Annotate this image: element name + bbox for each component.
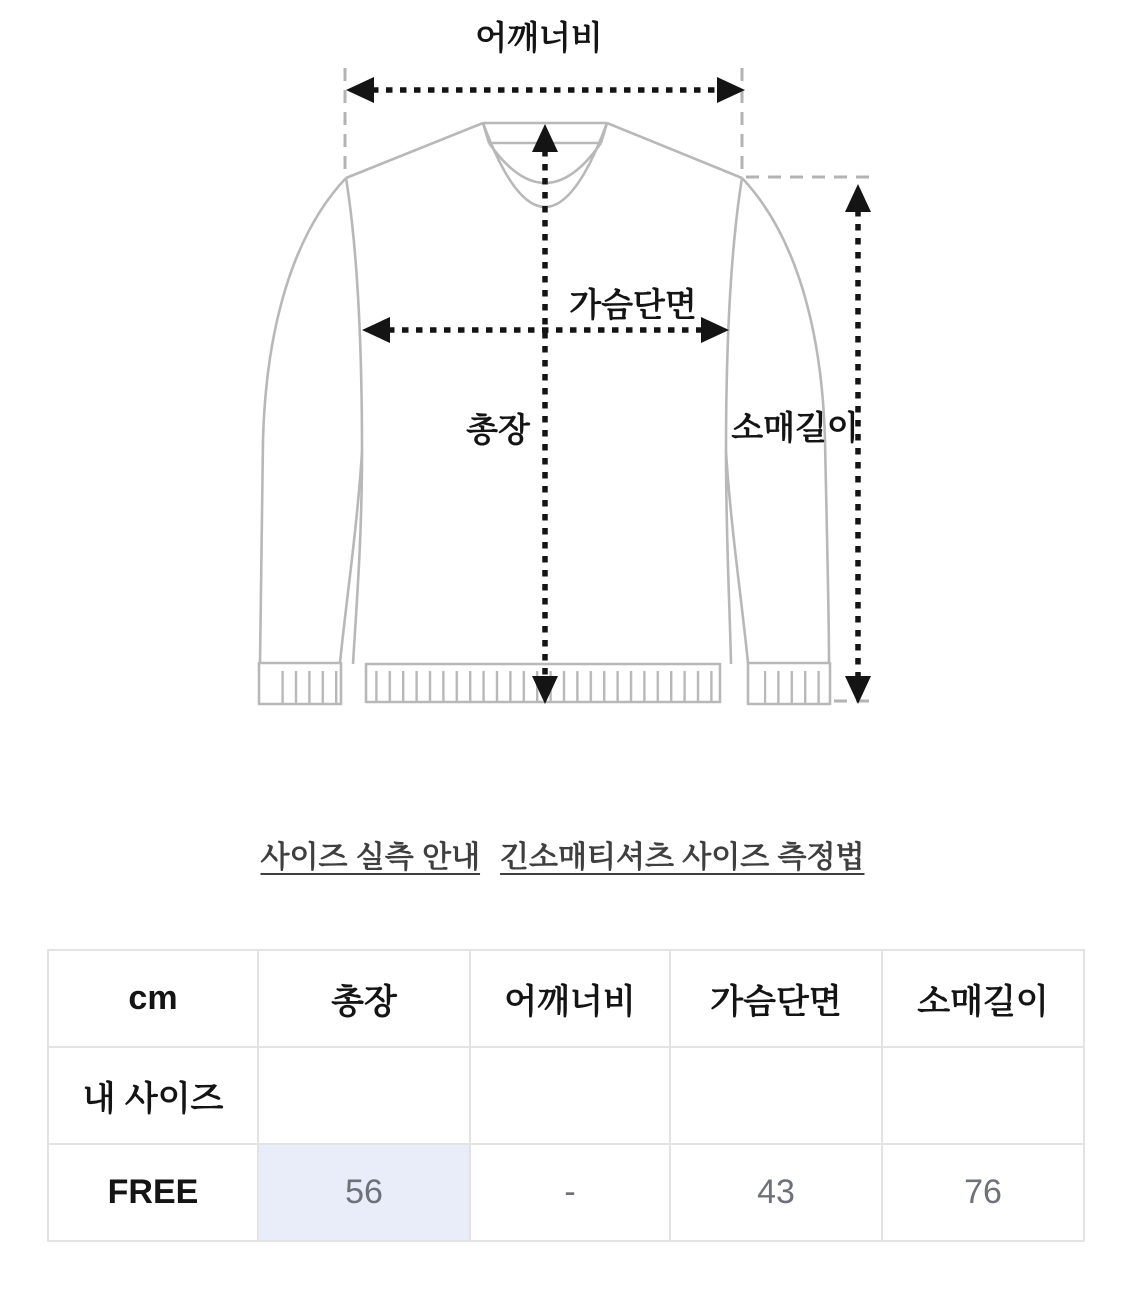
free-size-row-label: FREE (48, 1144, 258, 1241)
left-shoulder-seam (346, 123, 483, 178)
col-header-length: 총장 (258, 950, 470, 1047)
left-sleeve (260, 178, 362, 663)
size-measure-guide-link[interactable]: 사이즈 실측 안내 (260, 841, 481, 874)
chest-width-label: 가슴단면 (569, 286, 697, 323)
my-size-row (48, 1047, 1084, 1144)
right-shoulder-seam (607, 123, 742, 178)
col-header-unit: cm (48, 950, 258, 1047)
free-sleeve-cell: 76 (882, 1144, 1084, 1241)
total-length-arrow (532, 124, 558, 704)
col-header-sleeve: 소매길이 (882, 950, 1084, 1047)
col-header-chest: 가슴단면 (670, 950, 882, 1047)
col-header-shoulder: 어깨너비 (470, 950, 670, 1047)
size-guide-links (0, 832, 1125, 876)
free-size-row (48, 1144, 1084, 1241)
free-length-cell-highlighted: 56 (258, 1144, 470, 1241)
shoulder-width-label: 어깨너비 (475, 19, 603, 56)
guide-lines (345, 68, 878, 701)
my-size-chest-cell[interactable] (670, 1047, 882, 1144)
sleeve-length-label: 소매길이 (731, 409, 859, 446)
size-table (47, 949, 1085, 1242)
free-shoulder-cell: - (470, 1144, 670, 1241)
sleeve-tshirt-measuring-method-link[interactable]: 긴소매티셔츠 사이즈 측정법 (500, 841, 865, 874)
my-size-shoulder-cell[interactable] (470, 1047, 670, 1144)
my-size-row-label: 내 사이즈 (48, 1047, 258, 1144)
shoulder-width-arrow (346, 77, 745, 103)
my-size-sleeve-cell[interactable] (882, 1047, 1084, 1144)
table-header-row (48, 950, 1084, 1047)
my-size-length-cell[interactable] (258, 1047, 470, 1144)
free-chest-cell: 43 (670, 1144, 882, 1241)
total-length-label: 총장 (466, 411, 530, 448)
